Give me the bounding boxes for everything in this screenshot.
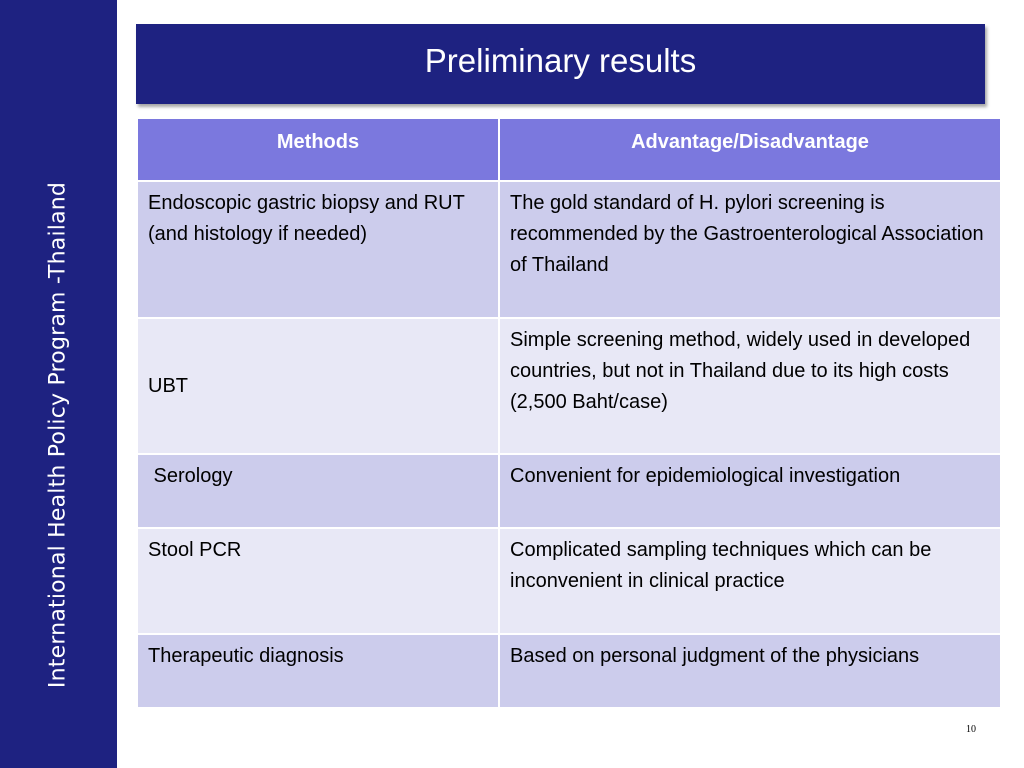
method-cell: UBT xyxy=(137,318,499,454)
method-cell: Endoscopic gastric biopsy and RUT (and histology if needed) xyxy=(137,181,499,318)
table-row xyxy=(137,454,1001,528)
table-row xyxy=(137,634,1001,708)
method-cell: Serology xyxy=(137,454,499,528)
sidebar-banner xyxy=(0,0,117,768)
table-header-row xyxy=(137,118,1001,181)
note-cell: Simple screening method, widely used in developed countries, but not in Thailand due to its high costs (2,500 Baht/case) xyxy=(499,318,1001,454)
header-methods: Methods xyxy=(137,118,499,181)
page-number: 10 xyxy=(966,724,976,735)
sidebar-program-name: International Health Policy Program -Thailand xyxy=(45,181,71,689)
table-row xyxy=(137,181,1001,318)
results-table-container xyxy=(136,117,1000,709)
title-bar xyxy=(136,24,985,104)
note-cell: Based on personal judgment of the physicians xyxy=(499,634,1001,708)
note-cell: The gold standard of H. pylori screening is recommended by the Gastroenterological Association of Thailand xyxy=(499,181,1001,318)
note-cell: Complicated sampling techniques which can be inconvenient in clinical practice xyxy=(499,528,1001,634)
method-cell: Stool PCR xyxy=(137,528,499,634)
table-row xyxy=(137,528,1001,634)
slide-title: Preliminary results xyxy=(424,42,697,79)
table-row xyxy=(137,318,1001,454)
method-cell: Therapeutic diagnosis xyxy=(137,634,499,708)
results-table xyxy=(136,117,1002,709)
note-cell: Convenient for epidemiological investigation xyxy=(499,454,1001,528)
header-advantage-disadvantage: Advantage/Disadvantage xyxy=(499,118,1001,181)
